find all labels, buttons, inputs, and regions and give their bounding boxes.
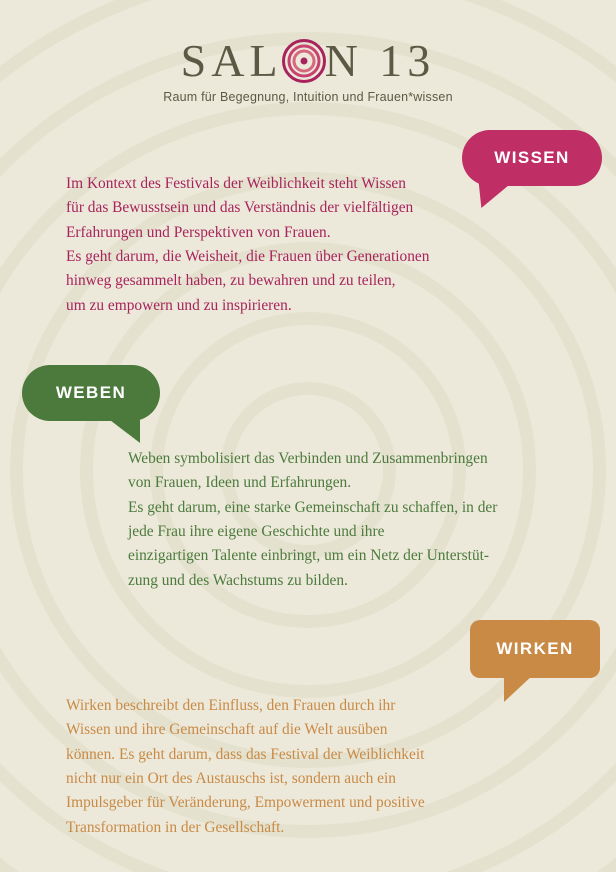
wissen-line-2: für das Bewusstsein und das Verständnis der vielfältigen bbox=[66, 199, 414, 217]
wirken-line-5: Impulsgeber für Veränderung, Empowerment und positive bbox=[66, 794, 425, 812]
logo-wordmark bbox=[180, 35, 436, 86]
wissen-line-5: hinweg gesammelt haben, zu bewahren und zu teilen, bbox=[66, 272, 396, 290]
weben-line-3: Es geht darum, eine starke Gemeinschaft zu schaffen, in der bbox=[128, 498, 498, 516]
wirken-line-6: Transformation in der Gesellschaft. bbox=[66, 818, 285, 836]
badge-wirken-label: WIRKEN bbox=[496, 639, 574, 658]
badge-wirken-tail bbox=[504, 674, 534, 702]
weben-line-5: einzigartigen Talente einbringt, um ein Netz der Unterstüt- bbox=[128, 547, 490, 565]
weben-line-2: von Frauen, Ideen und Erfahrungen. bbox=[128, 474, 352, 492]
wirken-line-3: können. Es geht darum, dass das Festival der Weiblichkeit bbox=[66, 745, 425, 763]
wissen-line-3: Erfahrungen und Perspektiven von Frauen. bbox=[66, 223, 331, 241]
badge-wirken bbox=[470, 620, 600, 678]
wirken-line-2: Wissen und ihre Gemeinschaft auf die Welt ausüben bbox=[66, 721, 388, 739]
paragraph-wirken bbox=[66, 694, 498, 840]
logo bbox=[0, 35, 616, 104]
paragraph-weben bbox=[128, 447, 560, 593]
wirken-line-4: nicht nur ein Ort des Austauschs ist, sondern auch ein bbox=[66, 769, 396, 787]
wissen-line-4: Es geht darum, die Weisheit, die Frauen über Generationen bbox=[66, 247, 430, 265]
badge-wissen bbox=[462, 130, 602, 186]
paragraph-wissen bbox=[66, 172, 486, 318]
logo-text-before: SAL bbox=[180, 35, 283, 86]
wirken-line-1: Wirken beschreibt den Einfluss, den Frauen durch ihr bbox=[66, 697, 396, 714]
wissen-line-1: Im Kontext des Festivals der Weiblichkeit steht Wissen bbox=[66, 175, 406, 192]
logo-subtitle: Raum für Begegnung, Intuition und Frauen*wissen bbox=[163, 90, 453, 104]
badge-wissen-tail bbox=[479, 182, 516, 208]
weben-line-1: Weben symbolisiert das Verbinden und Zusammenbringen bbox=[128, 450, 488, 467]
badge-wissen-label: WISSEN bbox=[494, 148, 570, 167]
badge-weben-label: WEBEN bbox=[55, 383, 127, 402]
badge-weben-tail bbox=[106, 417, 140, 443]
badge-weben bbox=[22, 365, 160, 421]
weben-line-4: jede Frau ihre eigene Geschichte und ihre bbox=[128, 522, 385, 540]
weben-line-6: zung und des Wachstums zu bilden. bbox=[128, 571, 348, 589]
logo-text-after: N 13 bbox=[324, 35, 436, 86]
wissen-line-6: um zu empowern und zu inspirieren. bbox=[66, 296, 292, 314]
spiral-icon bbox=[284, 41, 324, 81]
